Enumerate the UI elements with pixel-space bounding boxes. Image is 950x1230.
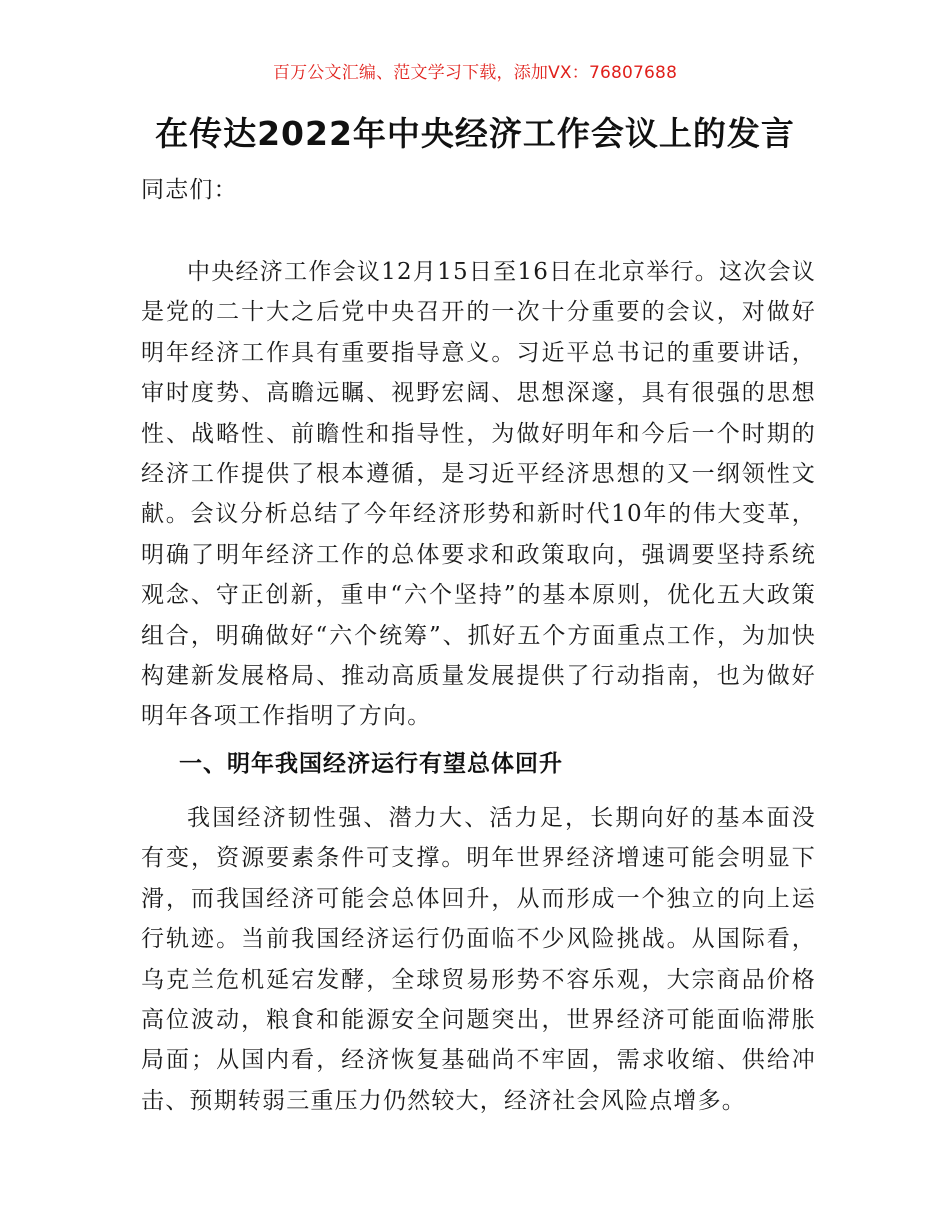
document-title: 在传达2022年中央经济工作会议上的发言 [155,114,795,153]
header-note: 百万公文汇编、范文学习下载，添加VX：76807688 [272,63,678,83]
paragraph-1: 中央经济工作会议12月15日至16日在北京举行。这次会议是党的二十大之后党中央召开的一次十分重要的会议，对做好明年经济工作具有重要指导意义。习近平总书记的重要讲话，审时度势、高瞻远瞩、视野宏阔、思想深邃，具有很强的思想性、战略性、前瞻性和指导性，为做好明年和今后一个时期的经济工作提供了根本遵循，是习近平经济思想的又一纲领性文献。会议分析总结了今年经济形势和新时代10年的伟大变革，明确了明年经济工作的总体要求和政策取向，强调要坚持系统观念、守正创新，重申“六个坚持”的基本原则，优化五大政策组合，明确做好“六个统筹”、抓好五个方面重点工作，为加快构建新发展格局、推动高质量发展提供了行动指南，也为做好明年各项工作指明了方向。 [141,259,816,730]
paragraph-2: 我国经济韧性强、潜力大、活力足，长期向好的基本面没有变，资源要素条件可支撑。明年世界经济增速可能会明显下滑，而我国经济可能会总体回升，从而形成一个独立的向上运行轨迹。当前我国经济运行仍面临不少风险挑战。从国际看，乌克兰危机延宕发酵，全球贸易形势不容乐观，大宗商品价格高位波动，粮食和能源安全问题突出，世界经济可能面临滞胀局面；从国内看，经济恢复基础尚不牢固，需求收缩、供给冲击、预期转弱三重压力仍然较大，经济社会风险点增多。 [141,805,816,1114]
section-1-heading: 一、明年我国经济运行有望总体回升 [179,751,563,777]
salutation: 同志们： [141,177,238,203]
